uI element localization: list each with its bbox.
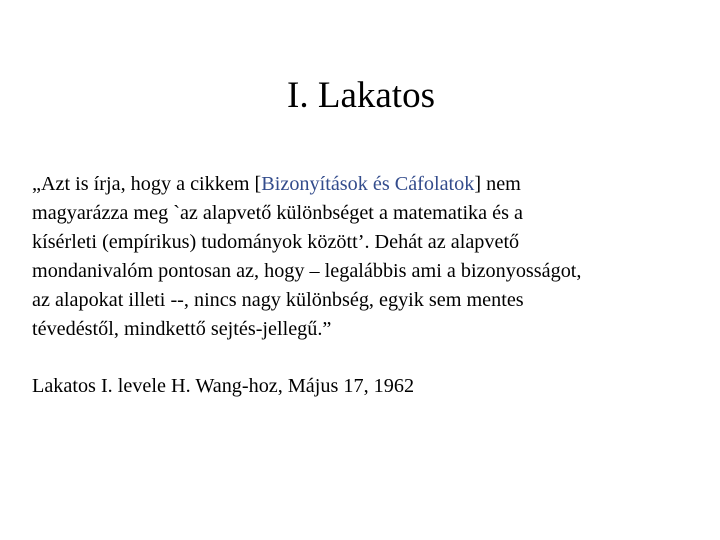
quote-line-6: tévedéstől, mindkettő sejtés-jellegű.”: [32, 318, 332, 340]
quote-line-4: mondanivalóm pontosan az, hogy – legalábbis ami a bizonyosságot,: [32, 260, 582, 282]
quote-line-3: kísérleti (empírikus) tudományok között’. Dehát az alapvető: [32, 231, 520, 253]
quote-line-1: [32, 170, 702, 199]
quote-line-2: magyarázza meg `az alapvető különbséget a matematika és a: [32, 202, 523, 224]
quote-line-5: az alapokat illeti --, nincs nagy különbség, egyik sem mentes: [32, 289, 524, 311]
slide-title-text: I. Lakatos: [287, 75, 435, 116]
quote-paragraph: [32, 170, 702, 344]
citation-signature: Lakatos I. levele H. Wang-hoz, Május 17, 1962: [32, 375, 415, 397]
quote-line-1-after: ] nem: [474, 173, 521, 195]
quote-line-1-before: „Azt is írja, hogy a cikkem [: [32, 173, 262, 195]
slide-title: [0, 72, 720, 120]
book-reference: Bizonyítások és Cáfolatok: [261, 173, 475, 195]
